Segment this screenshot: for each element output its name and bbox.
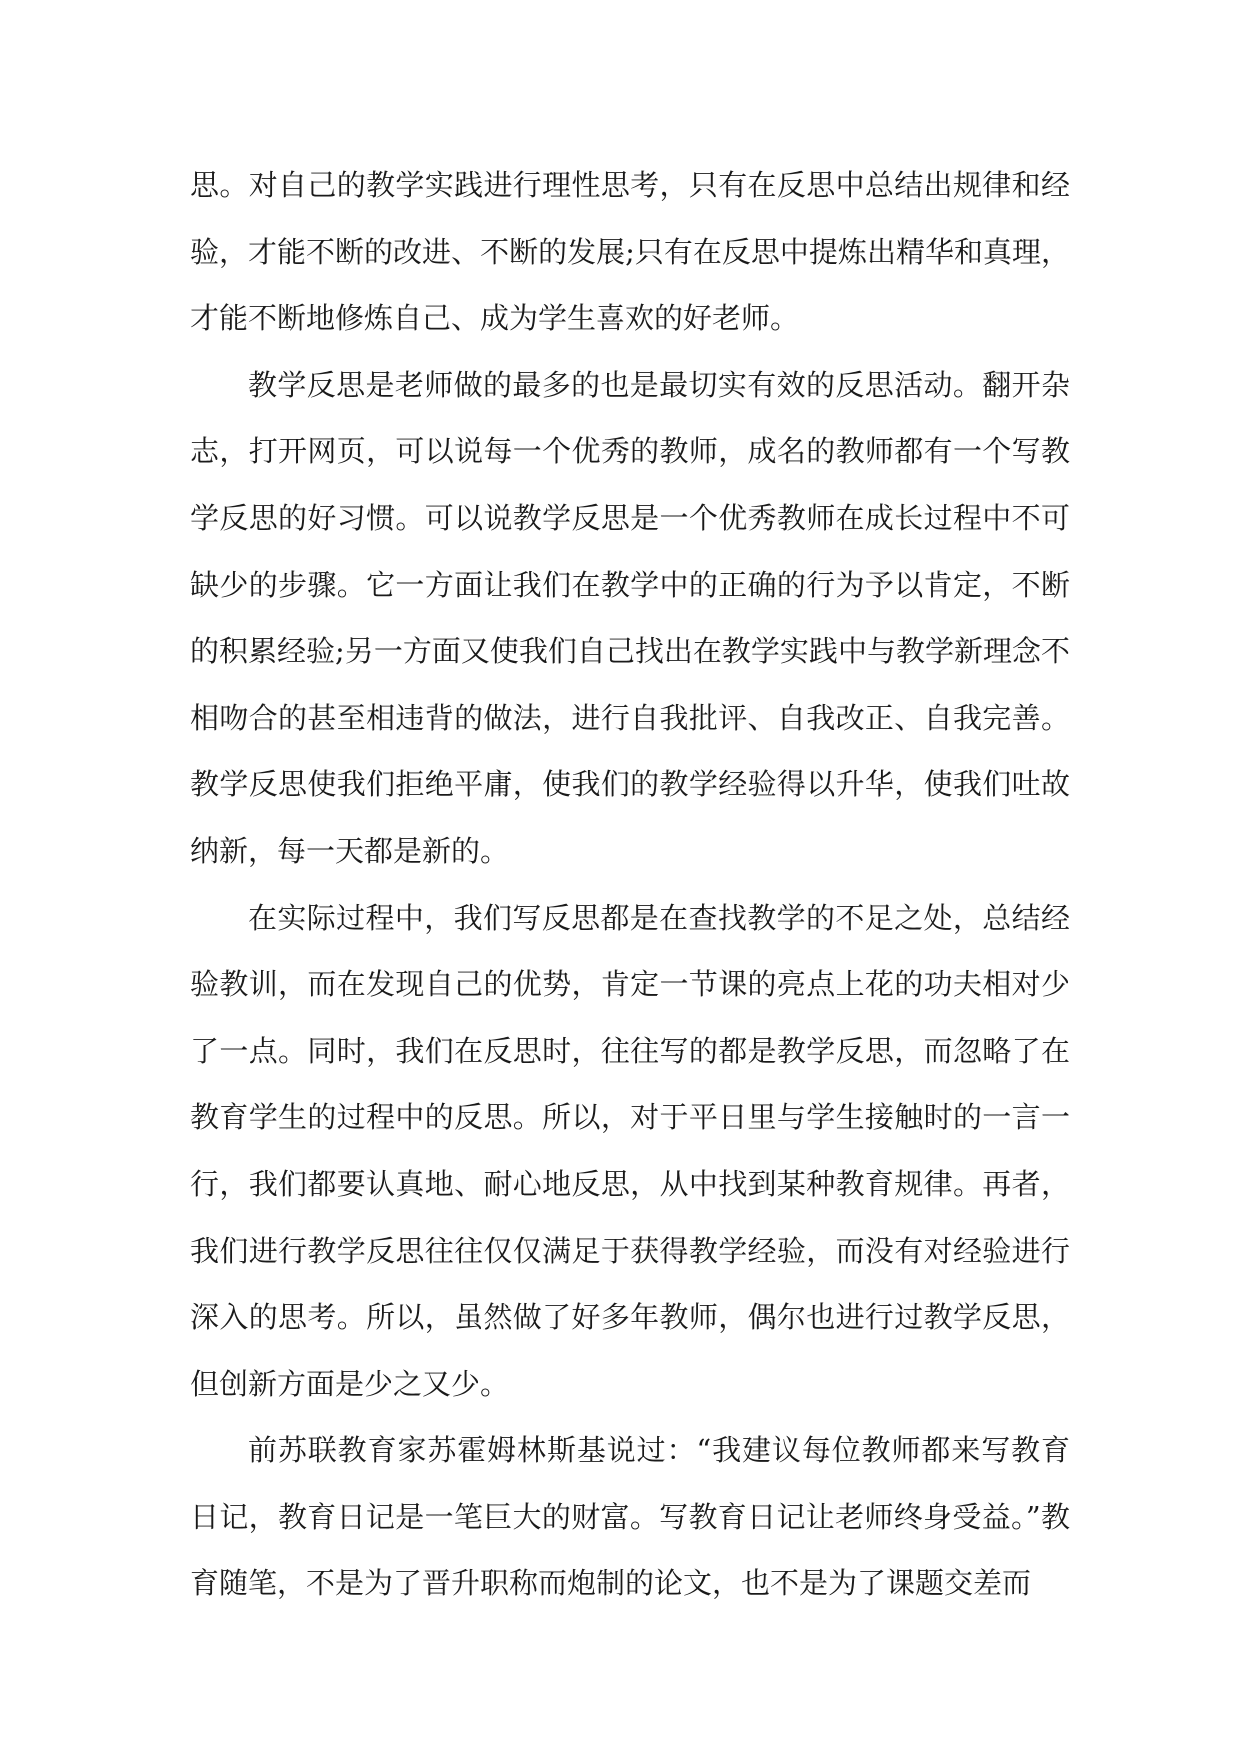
paragraph-1: 思。对自己的教学实践进行理性思考，只有在反思中总结出规律和经验，才能不断的改进、不断的发展;只有在反思中提炼出精华和真理，才能不断地修炼自己、成为学生喜欢的好老师。: [190, 168, 1070, 336]
paragraph-2: 教学反思是老师做的最多的也是最切实有效的反思活动。翻开杂志，打开网页，可以说每一个优秀的教师，成名的教师都有一个写教学反思的好习惯。可以说教学反思是一个优秀教师在成长过程中不可缺少的步骤。它一方面让我们在教学中的正确的行为予以肯定，不断的积累经验;另一方面又使我们自己找出在教学实践中与教学新理念不相吻合的甚至相违背的做法，进行自我批评、自我改正、自我完善。教学反思使我们拒绝平庸，使我们的教学经验得以升华，使我们吐故纳新，每一天都是新的。: [190, 367, 1070, 868]
paragraph-4: 前苏联教育家苏霍姆林斯基说过：“我建议每位教师都来写教育日记，教育日记是一笔巨大的财富。写教育日记让老师终身受益。”教育随笔，不是为了晋升职称而炮制的论文，也不是为了课题交差而: [190, 1433, 1070, 1601]
paragraph-3: 在实际过程中，我们写反思都是在查找教学的不足之处，总结经验教训，而在发现自己的优势，肯定一节课的亮点上花的功夫相对少了一点。同时，我们在反思时，往往写的都是教学反思，而忽略了在教育学生的过程中的反思。所以，对于平日里与学生接触时的一言一行，我们都要认真地、耐心地反思，从中找到某种教育规律。再者，我们进行教学反思往往仅仅满足于获得教学经验，而没有对经验进行深入的思考。所以，虽然做了好多年教师，偶尔也进行过教学反思，但创新方面是少之又少。: [190, 900, 1070, 1401]
document-body: [190, 152, 1070, 1617]
